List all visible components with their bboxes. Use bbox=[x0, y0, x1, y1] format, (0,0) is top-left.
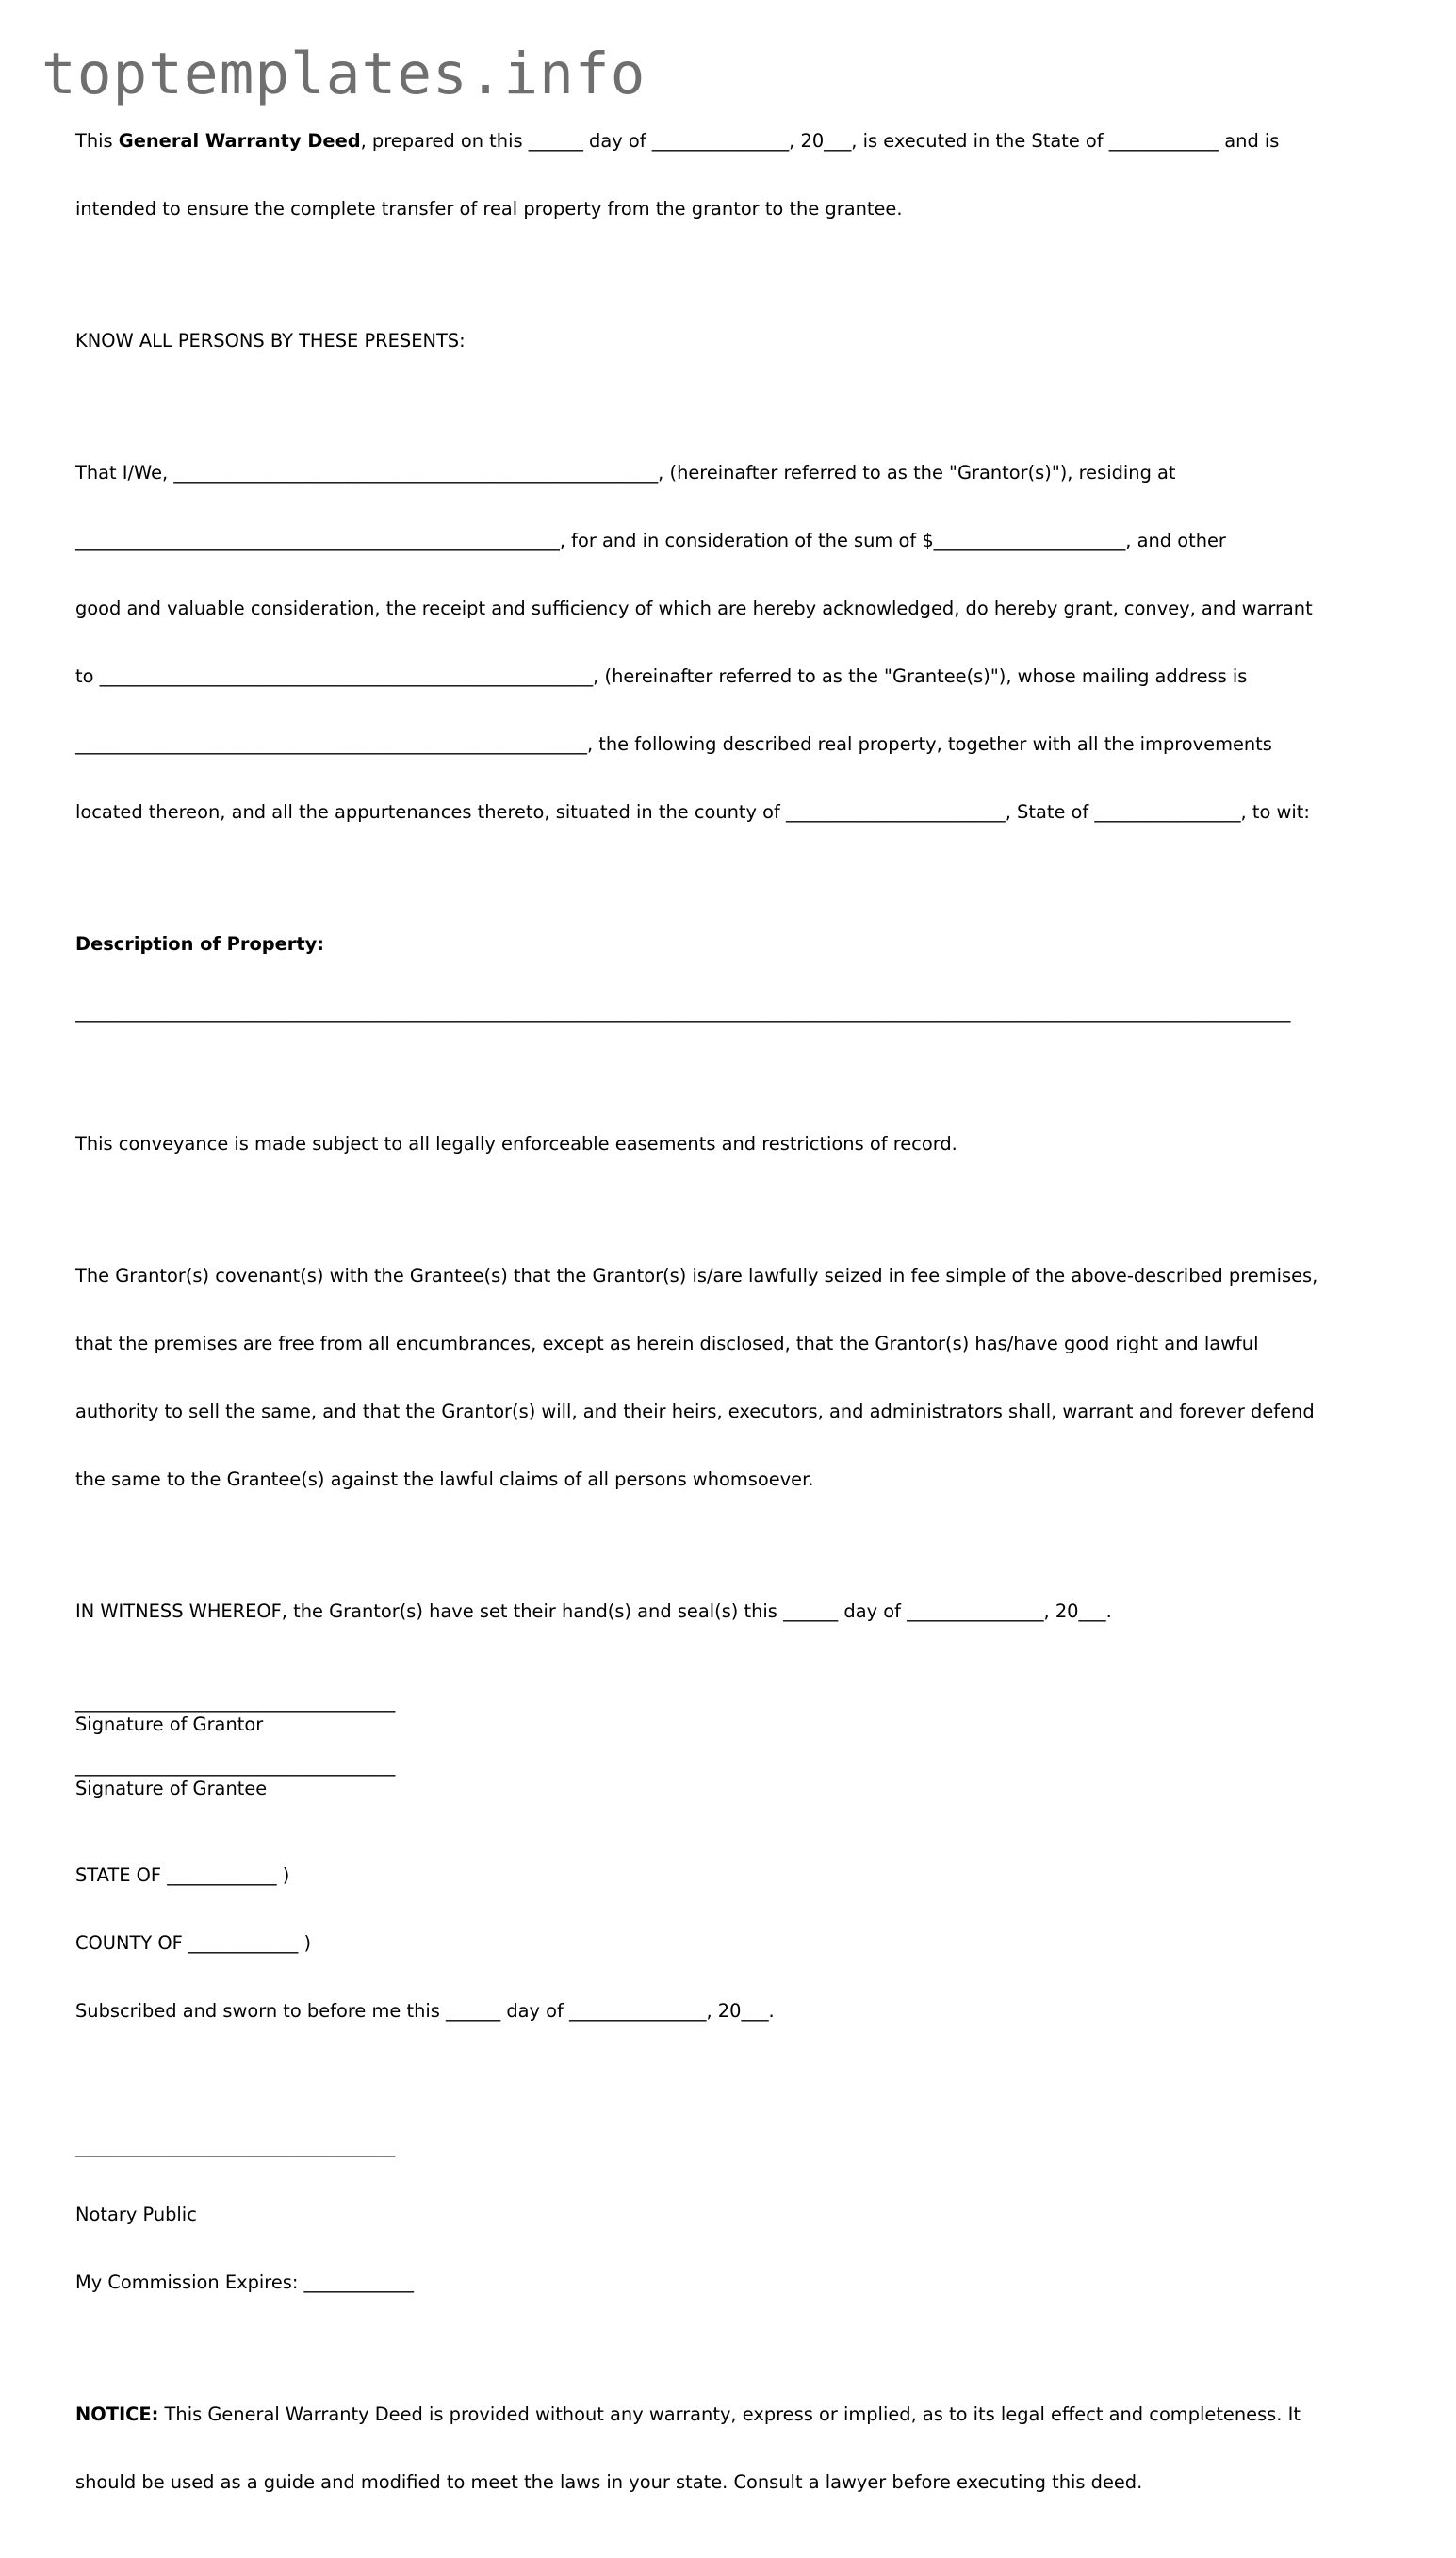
state-of-line: STATE OF ____________ ) bbox=[75, 1864, 290, 1886]
intro-pre: This bbox=[75, 130, 119, 152]
sworn-line: Subscribed and sworn to before me this ______ day of _______________, 20___. bbox=[75, 2000, 775, 2022]
covenant-paragraph bbox=[75, 1220, 1395, 1536]
conveyance-line: good and valuable consideration, the receipt and sufficiency of which are hereby acknowledged, do hereby grant, convey, and warrant bbox=[75, 598, 1313, 619]
covenant-line: The Grantor(s) covenant(s) with the Grantee(s) that the Grantor(s) is/are lawfully seized in fee simple of the above-described premises, bbox=[75, 1265, 1318, 1287]
notary-signature-block bbox=[75, 2091, 1395, 2339]
intro-line-2: intended to ensure the complete transfer of real property from the grantor to the grantee. bbox=[75, 198, 903, 220]
witness-text: IN WITNESS WHEREOF, the Grantor(s) have set their hand(s) and seal(s) this ______ day of _______________, 20___. bbox=[75, 1600, 1112, 1622]
conveyance-line: ________________________________________________________, the following described real property, together with all the improvements bbox=[75, 733, 1272, 755]
watermark: toptemplates.info bbox=[41, 41, 646, 107]
covenant-line: authority to sell the same, and that the Grantor(s) will, and their heirs, executors, and administrators shall, warrant and forever defend bbox=[75, 1401, 1315, 1422]
grantor-signature-block bbox=[75, 1691, 1395, 1736]
subject-to-paragraph bbox=[75, 1088, 1395, 1201]
conveyance-line: That I/We, _____________________________________________________, (hereinafter referred to as the "Grantor(s)"), residing at bbox=[75, 462, 1176, 484]
description-section bbox=[75, 888, 1395, 1069]
conveyance-line: to ______________________________________________________, (hereinafter referred to as the "Grantee(s)"), whose mailing address is bbox=[75, 665, 1248, 687]
know-all-heading bbox=[75, 285, 1395, 398]
notice-line-2: should be used as a guide and modified to meet the laws in your state. Consult a lawyer before executing this deed. bbox=[75, 2471, 1143, 2493]
deed-title: General Warranty Deed bbox=[118, 130, 361, 152]
grantee-signature-label: Signature of Grantee bbox=[75, 1778, 268, 1799]
commission-expires-line: My Commission Expires: ____________ bbox=[75, 2271, 414, 2293]
covenant-line: the same to the Grantee(s) against the lawful claims of all persons whomsoever. bbox=[75, 1468, 814, 1490]
conveyance-paragraph bbox=[75, 417, 1395, 869]
intro-paragraph bbox=[75, 85, 1395, 266]
notary-venue bbox=[75, 1819, 1395, 2068]
description-heading: Description of Property: bbox=[75, 933, 325, 955]
intro-line-1-text: , prepared on this ______ day of _______________, 20___, is executed in the State of ____________ and is bbox=[360, 130, 1280, 152]
intro-line-1 bbox=[75, 130, 1395, 153]
deed-document bbox=[75, 85, 1395, 2558]
county-of-line: COUNTY OF ____________ ) bbox=[75, 1932, 312, 1954]
notice-label: NOTICE: bbox=[75, 2403, 159, 2425]
notary-public-label: Notary Public bbox=[75, 2204, 197, 2225]
conveyance-line: located thereon, and all the appurtenances thereto, situated in the county of ________________________, State of ________________, to wit: bbox=[75, 801, 1310, 823]
notary-signature-line: ___________________________________ bbox=[75, 2136, 396, 2157]
know-all-text: KNOW ALL PERSONS BY THESE PRESENTS: bbox=[75, 330, 466, 352]
grantor-signature-line: ___________________________________ bbox=[75, 1691, 396, 1713]
notice-line-1 bbox=[75, 2403, 1395, 2426]
description-rule: _____________________________________________________________________________________________________________________________________ bbox=[75, 1001, 1291, 1023]
conveyance-line: _____________________________________________________, for and in consideration of the sum of $_____________________, and other bbox=[75, 530, 1226, 551]
grantee-signature-block bbox=[75, 1755, 1395, 1800]
grantor-signature-label: Signature of Grantor bbox=[75, 1714, 264, 1735]
witness-paragraph bbox=[75, 1555, 1395, 1668]
notice-paragraph bbox=[75, 2358, 1395, 2539]
subject-to-text: This conveyance is made subject to all legally enforceable easements and restrictions of record. bbox=[75, 1133, 957, 1155]
covenant-line: that the premises are free from all encumbrances, except as herein disclosed, that the Grantor(s) has/have good right and lawful bbox=[75, 1333, 1259, 1354]
notice-line-1-text: This General Warranty Deed is provided without any warranty, express or implied, as to its legal effect and completeness. It bbox=[158, 2403, 1301, 2425]
grantee-signature-line: ___________________________________ bbox=[75, 1755, 396, 1777]
